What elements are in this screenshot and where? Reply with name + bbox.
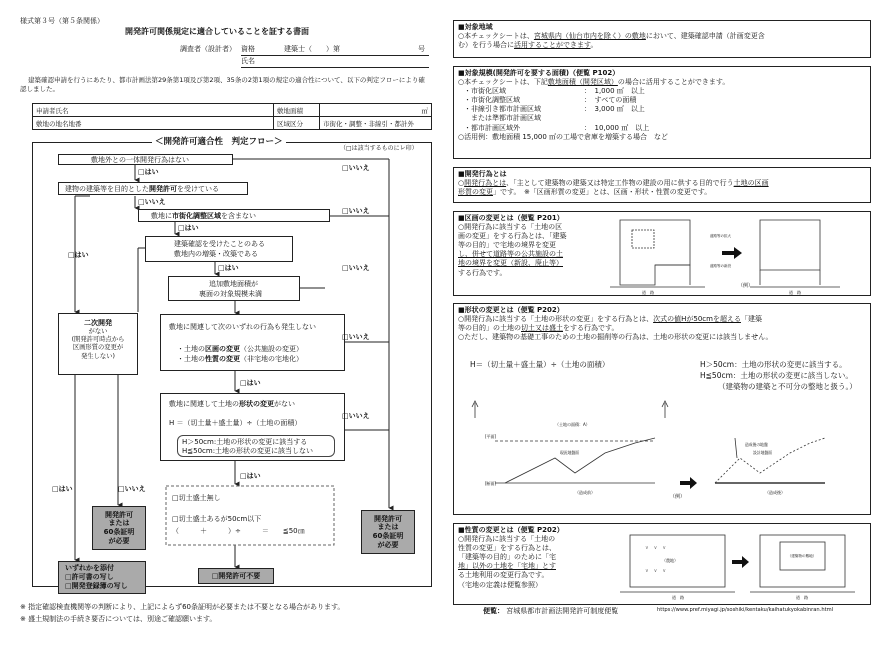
shape-h-note: （建築物の建築と不可分の整地と扱う。） bbox=[718, 382, 857, 391]
permit-line-3: が必要 bbox=[108, 536, 130, 545]
permit-required-left bbox=[92, 506, 146, 550]
dev-act-line-1: ○開発行為とは、「主として建築物の建築又は特定工作物の建設の用に供する目的で行う土地の区画 bbox=[458, 179, 769, 188]
permit-line-0: 開発許可 bbox=[374, 514, 402, 523]
existing-ground-label: 現況地盤面 bbox=[560, 450, 579, 455]
q6-no[interactable]: □いいえ bbox=[342, 333, 370, 341]
before-label: （造成前） bbox=[575, 490, 595, 495]
flow-note: （□は該当するものにレ印） bbox=[340, 145, 418, 152]
flow-title: ＜開発許可適合性 判定フロー＞ bbox=[152, 138, 286, 148]
road-label-4: 道 路 bbox=[796, 595, 808, 600]
scale-row-4: ・都市計画区域外 ： 10,000 ㎡ 以上 bbox=[464, 123, 650, 132]
q4-box bbox=[145, 236, 293, 262]
target-scale-line-1: ○本チェックシートは、下記敷地面積（開発区域）の場合に活用することができます。 bbox=[458, 78, 730, 87]
form-number: 様式第３号（第５条関係） bbox=[20, 17, 104, 25]
nature-line-2: 「建築等の目的」のために「宅 bbox=[458, 553, 556, 562]
svg-text:∨ ∨ ∨: ∨ ∨ ∨ bbox=[645, 568, 666, 574]
shape-line-1: ○開発行為に該当する「土地の形状の変更」をする行為とは、次式の値Hが50cmを超える「建築 bbox=[458, 315, 762, 324]
nature-line-1: 性質の変更」をする行為とは、 bbox=[458, 544, 556, 553]
cut-yes[interactable]: □切土盛土あるが50cm以下 bbox=[172, 515, 262, 523]
target-scale-section bbox=[453, 66, 871, 159]
name-label: 氏名 bbox=[241, 57, 255, 65]
nature-line-3: 地」以外の土地を「宅地」とす bbox=[458, 562, 556, 571]
formula-text: H ＝（切土量＋盛土量）÷（土地の面積） bbox=[169, 419, 302, 427]
q3-box bbox=[138, 209, 330, 222]
field-label: （農地） bbox=[662, 558, 678, 563]
no-permit-box[interactable]: □開発許可不要 bbox=[198, 568, 274, 584]
secondary-line-1: (開発許可時点から bbox=[71, 336, 125, 344]
q6b-text: ・土地の性質の変更（非宅地の宅地化） bbox=[177, 355, 303, 363]
shape-formula: H＝（切土量＋盛土量）÷（土地の面積） bbox=[470, 360, 610, 369]
zone-label: 区域区分 bbox=[273, 116, 320, 130]
permit-required-right bbox=[361, 510, 415, 554]
area-label: （土地の面積：A） bbox=[555, 422, 590, 427]
applicant-name-cell[interactable]: 申請者氏名 bbox=[32, 103, 274, 117]
nature-line-0: ○開発行為に該当する「土地の bbox=[458, 535, 556, 544]
qualification-value: 建築士（ ）第 bbox=[284, 45, 340, 53]
target-area-section bbox=[453, 20, 871, 58]
q1-no[interactable]: □いいえ bbox=[342, 164, 370, 172]
division-diagram bbox=[610, 215, 860, 295]
shape-line-2: 等の目的」の土地の切土又は盛土をする行為です。 bbox=[458, 324, 619, 333]
q4-yes[interactable]: □はい bbox=[218, 264, 239, 272]
plan-label: [平面] bbox=[485, 434, 497, 439]
permit-line-2: 60条証明 bbox=[103, 528, 135, 536]
scale-row-3: または準都市計画区域 bbox=[464, 114, 541, 123]
attach-copy-register[interactable]: □開発登録簿の写し bbox=[65, 581, 128, 590]
source-label: 便覧： bbox=[483, 607, 504, 615]
attachment-box bbox=[58, 561, 146, 594]
q6-box bbox=[160, 314, 345, 371]
attach-copy-permit[interactable]: □許可書の写し bbox=[65, 573, 114, 582]
division-line-2: 等の目的」で宅地の境界を変更 bbox=[458, 241, 556, 250]
form-title: 開発許可関係規定に適合していることを証する書面 bbox=[125, 27, 309, 36]
dev-act-line-2: 形質の変更」です。 ※「区画形質の変更」とは、区画・形状・性質の変更です。 bbox=[458, 188, 712, 197]
target-scale-head: ■対象規模(開発許可を要する面積)（便覧 P102） bbox=[458, 69, 620, 77]
q6-yes[interactable]: □はい bbox=[240, 379, 261, 387]
footnote-2: ※ 盛土規制法の手続き要否については、別途ご確認願います。 bbox=[20, 615, 217, 623]
investigator-label: 調査者（設計者） bbox=[180, 45, 236, 53]
cut-calc: （ ＋ ）÷ ＝ ≦50㎝ bbox=[172, 527, 305, 535]
road-label-3: 道 路 bbox=[672, 595, 684, 600]
secondary-dev-box bbox=[58, 313, 138, 375]
secondary-title: 二次開発 bbox=[84, 319, 112, 327]
h-condition-box bbox=[177, 435, 335, 457]
division-change-head: ■区画の変更とは（便覧 P201） bbox=[458, 214, 564, 222]
footnote-1: ※ 指定確認検査機関等の判断により、上記によらず60条証明が必要または不要となる場合があります。 bbox=[20, 603, 345, 611]
q5-text-2: 裏面の対象規模未満 bbox=[199, 290, 262, 298]
source-text: 宮城県都市計画法開発許可制度便覧 bbox=[506, 607, 619, 615]
division-line-0: ○開発行為に該当する「土地の区 bbox=[458, 223, 563, 232]
secondary-line-0: がない bbox=[88, 328, 108, 335]
shape-example: （例） bbox=[670, 494, 686, 500]
shape-line-3: ○ただし、建築物の基礎工事のための土地の掘削等の行為は、土地の形状の変更には該当しません。 bbox=[458, 333, 773, 342]
after-label: （造成後） bbox=[765, 490, 785, 495]
design-ground-label: 設計地盤面 bbox=[753, 450, 772, 455]
after-ground-label: 造成後の地盤 bbox=[745, 442, 768, 447]
h-gt-text: H＞50cm:土地の形状の変更に該当する bbox=[182, 438, 308, 446]
q4-text-2: 敷地内の増築・改築である bbox=[174, 250, 258, 258]
permit-line-2: 60条証明 bbox=[372, 532, 404, 540]
secondary-yes[interactable]: □はい bbox=[52, 485, 73, 493]
q5-box bbox=[168, 276, 300, 301]
dev-act-head: ■開発行為とは bbox=[458, 170, 507, 178]
road-expand-label: 道路等の拡大 bbox=[710, 234, 731, 238]
shape-change-head: ■形状の変更とは（便覧 P202） bbox=[458, 306, 564, 314]
cut-none[interactable]: □切土盛土無し bbox=[172, 494, 221, 502]
q1-box bbox=[58, 154, 233, 165]
division-line-4: 地の境界を変更（新設、廃止等） bbox=[458, 259, 563, 268]
svg-text:∨ ∨ ∨: ∨ ∨ ∨ bbox=[645, 545, 666, 551]
road-label-1: 道 路 bbox=[642, 290, 654, 295]
number-suffix: 号 bbox=[418, 45, 425, 53]
h-le-text: H≦50cm:土地の形状の変更に該当しない bbox=[182, 447, 314, 455]
road-new-label: 道路等の新設 bbox=[710, 264, 731, 268]
target-area-head: ■対象地域 bbox=[458, 23, 493, 31]
division-line-1: 画の変更」をする行為とは、「建築 bbox=[458, 232, 567, 241]
q3-text: 敷地に市街化調整区域を含まない bbox=[151, 212, 256, 220]
target-area-line-2: む）を行う場合に活用することができます。 bbox=[458, 41, 598, 50]
section-label: [断面] bbox=[485, 481, 497, 486]
attach-line-0: いずれかを添付 bbox=[65, 564, 114, 573]
secondary-no[interactable]: □いいえ bbox=[118, 485, 146, 493]
shape-h-le: H≦50cm：土地の形状の変更に該当しない。 bbox=[700, 371, 853, 380]
scale-example: ○活用例：敷地面積 15,000 ㎡の工場で倉庫を増築する場合 など bbox=[458, 132, 669, 141]
shape-diagram bbox=[465, 398, 865, 508]
q4-text-1: 建築確認を受けたことのある bbox=[174, 240, 265, 248]
division-line-3: し、併せて道路等の公共施設の土 bbox=[458, 250, 563, 259]
q2-no[interactable]: □いいえ bbox=[138, 198, 166, 206]
source-line bbox=[483, 607, 618, 615]
target-area-line-1: ○本チェックシートは、宮城県内（仙台市内を除く）の敷地において、建築確認申請（計画変更含 bbox=[458, 32, 765, 41]
q6-text: 敷地に関連して次のいずれの行為も発生しない bbox=[169, 323, 316, 331]
permit-line-1: または bbox=[108, 519, 130, 528]
q2-box bbox=[58, 182, 248, 195]
nature-line-5: （宅地の定義は便覧参照） bbox=[458, 580, 542, 589]
q5-text-1: 追加敷地面積が bbox=[209, 280, 258, 288]
q1-text: 敷地外との一体開発行為はない bbox=[91, 156, 189, 164]
division-example: （例） bbox=[738, 283, 754, 289]
q1-yes[interactable]: □はい bbox=[138, 168, 159, 176]
nature-diagram bbox=[610, 527, 860, 602]
q2-yes[interactable]: □はい bbox=[68, 251, 89, 259]
nature-line-4: る土地利用の変更行為です。 bbox=[458, 571, 549, 580]
secondary-line-3: 発生しない) bbox=[81, 352, 115, 360]
nature-change-head: ■性質の変更とは（便覧 P202） bbox=[458, 526, 564, 534]
q7-box bbox=[160, 393, 345, 461]
permit-line-3: が必要 bbox=[377, 540, 399, 549]
road-label-2: 道 路 bbox=[789, 290, 801, 295]
secondary-line-2: 区画形質の変更が bbox=[72, 344, 124, 352]
q5-no[interactable]: □いいえ bbox=[342, 264, 370, 272]
q3-yes[interactable]: □はい bbox=[178, 224, 199, 232]
q3-no[interactable]: □いいえ bbox=[342, 207, 370, 215]
site-area-label: 敷地面積 bbox=[273, 103, 320, 117]
house-label: （建築物の敷地） bbox=[787, 554, 817, 558]
q7-text: 敷地に関連して土地の形状の変更がない bbox=[169, 400, 295, 408]
scale-row-0: ・市街化区域 ： 1,000 ㎡ 以上 bbox=[464, 87, 645, 96]
scale-row-2: ・非線引き都市計画区域 ： 3,000 ㎡ 以上 bbox=[464, 105, 645, 114]
zone-options[interactable]: 市街化・調整・非線引・都計外 bbox=[319, 116, 432, 130]
scale-row-1: ・市街化調整区域 ： すべての面積 bbox=[464, 96, 637, 105]
address-cell[interactable]: 敷地の地名地番 bbox=[32, 116, 274, 130]
permit-line-1: または bbox=[377, 523, 399, 532]
source-url[interactable]: https://www.pref.miyagi.jp/soshiki/kentaku/kaihatukyokabinran.html bbox=[657, 607, 834, 613]
dev-act-section bbox=[453, 167, 871, 203]
q6a-text: ・土地の区画の変更（公共施設の変更） bbox=[177, 345, 303, 353]
division-line-5: する行為です。 bbox=[458, 268, 507, 277]
q7-no[interactable]: □いいえ bbox=[342, 412, 370, 420]
qualification-label: 資格 bbox=[241, 45, 255, 53]
permit-line-0: 開発許可 bbox=[105, 510, 133, 519]
q7-yes[interactable]: □はい bbox=[240, 472, 261, 480]
intro-text: 建築確認申請を行うにあたり、都市計画法第29条第1項及び第2項、35条の2第1項の規定の適合性について、以下の判定フローにより確認しました。 bbox=[20, 76, 425, 94]
q2-text: 建物の建築等を目的とした開発許可を受けている bbox=[65, 185, 219, 193]
shape-h-gt: H＞50cm：土地の形状の変更に該当する。 bbox=[700, 360, 847, 369]
area-unit: ㎡ bbox=[421, 106, 428, 115]
